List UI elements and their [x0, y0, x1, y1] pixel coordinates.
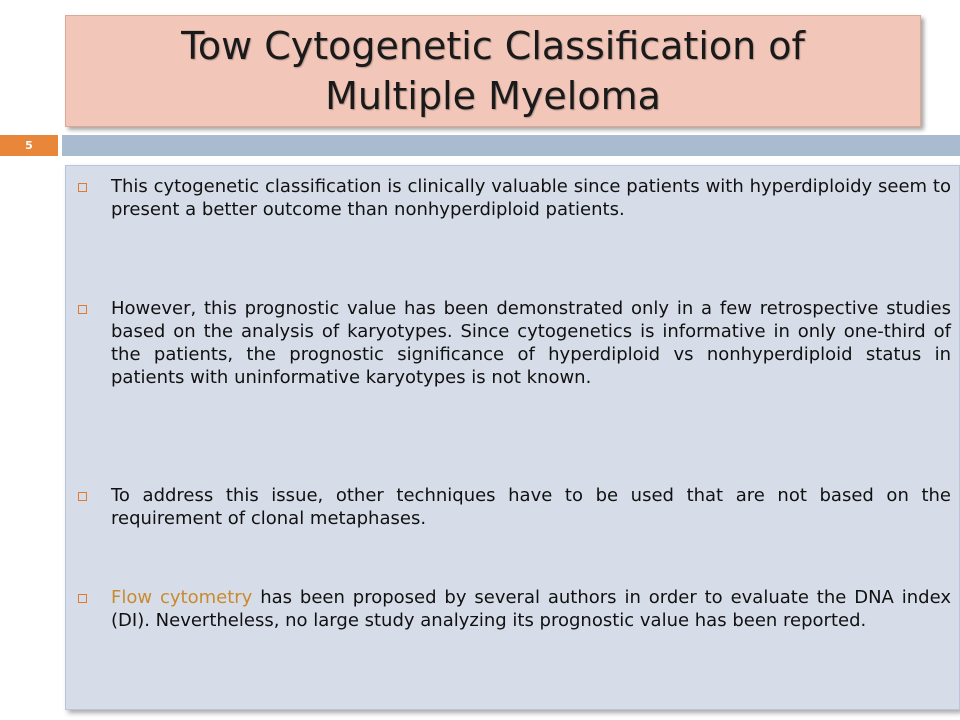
page-number: 5	[0, 135, 58, 156]
bullet-text-rest: has been proposed by several authors in order to evaluate the DNA index (DI). Nevertheless, no large study analyzing its prognostic value has been reported.	[111, 587, 951, 631]
slide-title: Tow Cytogenetic Classification of Multiple Myeloma	[181, 24, 805, 118]
header-divider-bar	[62, 135, 960, 156]
bullet-text: To address this issue, other techniques have to be used that are not based on the requirement of clonal metaphases.	[111, 485, 951, 529]
bullet-text	[111, 586, 951, 632]
bullet-text: This cytogenetic classification is clinically valuable since patients with hyperdiploidy seem to present a better outcome than nonhyperdiploid patients.	[111, 176, 951, 220]
content-panel	[65, 165, 960, 710]
square-bullet-icon	[78, 492, 87, 501]
bullet-text: However, this prognostic value has been demonstrated only in a few retrospective studies based on the analysis of karyotypes. Since cytogenetics is informative in only one-third of the patients, the prognostic significance of hyperdiploid vs nonhyperdiploid status in patients with uninformative karyotypes is not known.	[111, 298, 951, 388]
square-bullet-icon	[78, 305, 87, 314]
square-bullet-icon	[78, 594, 87, 603]
flow-cytometry-highlight: Flow cytometry	[111, 587, 253, 608]
slide-title-box	[65, 15, 921, 127]
square-bullet-icon	[78, 183, 87, 192]
